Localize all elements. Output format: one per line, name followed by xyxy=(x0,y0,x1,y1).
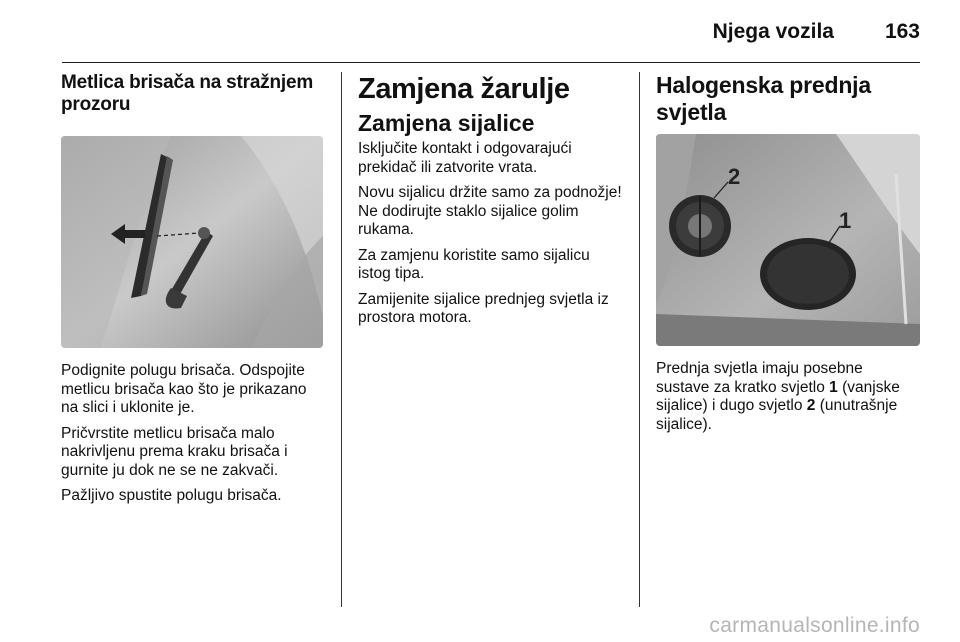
bulb-number-2: 2 xyxy=(806,397,816,414)
page-header xyxy=(62,0,920,63)
paragraph-text: Prednja svjetla imaju posebne sustave za kratko svjetlo xyxy=(656,360,863,396)
paragraph-text: (vanjske sijalice) i dugo svjetlo xyxy=(656,378,900,414)
wiper-illustration xyxy=(61,136,323,348)
column-wiper xyxy=(61,72,325,513)
bulb-paragraph: Za zamjenu koristite samo sijalicu istog tipa. xyxy=(358,246,590,282)
wiper-paragraph: Pažljivo spustite polugu brisača. xyxy=(61,487,282,504)
bulb-subtitle: Zamjena sijalice xyxy=(358,110,535,136)
headlights-paragraph xyxy=(656,360,920,434)
column-bulb xyxy=(358,72,622,335)
callout-label-1: 1 xyxy=(839,208,852,233)
bulb-paragraph: Zamijenite sijalice prednjeg svjetla iz prostora motora. xyxy=(358,290,609,326)
page-number: 163 xyxy=(884,20,920,43)
bulb-number-1: 1 xyxy=(829,378,838,396)
wiper-paragraph: Pričvrstite metlicu brisača malo nakrivljenu prema kraku brisača i gurnite ju dok ne se ne zakvači. xyxy=(61,424,288,479)
headlights-heading: Halogenska prednja svjetla xyxy=(656,72,871,125)
headlight-illustration xyxy=(656,134,920,346)
column-divider xyxy=(639,72,640,607)
bulb-paragraph: Isključite kontakt i odgovarajući prekidač ili zatvorite vrata. xyxy=(358,140,572,176)
wiper-heading: Metlica brisača na stražnjem prozoru xyxy=(61,72,314,115)
wiper-paragraph: Podignite polugu brisača. Odspojite metlicu brisača kao što je prikazano na slici i uklonite je. xyxy=(61,362,307,416)
bulb-title: Zamjena žarulje xyxy=(358,73,570,105)
section-title: Njega vozila xyxy=(712,20,834,43)
watermark: carmanualsonline.info xyxy=(709,614,920,637)
paragraph-text: (unutrašnje sijalice). xyxy=(656,397,898,433)
bulb-paragraph: Novu sijalicu držite samo za podnožje! Ne dodirujte staklo sijalice golim rukama. xyxy=(358,184,622,238)
column-headlights xyxy=(656,72,920,441)
column-divider xyxy=(341,72,342,607)
callout-label-2: 2 xyxy=(728,164,741,189)
